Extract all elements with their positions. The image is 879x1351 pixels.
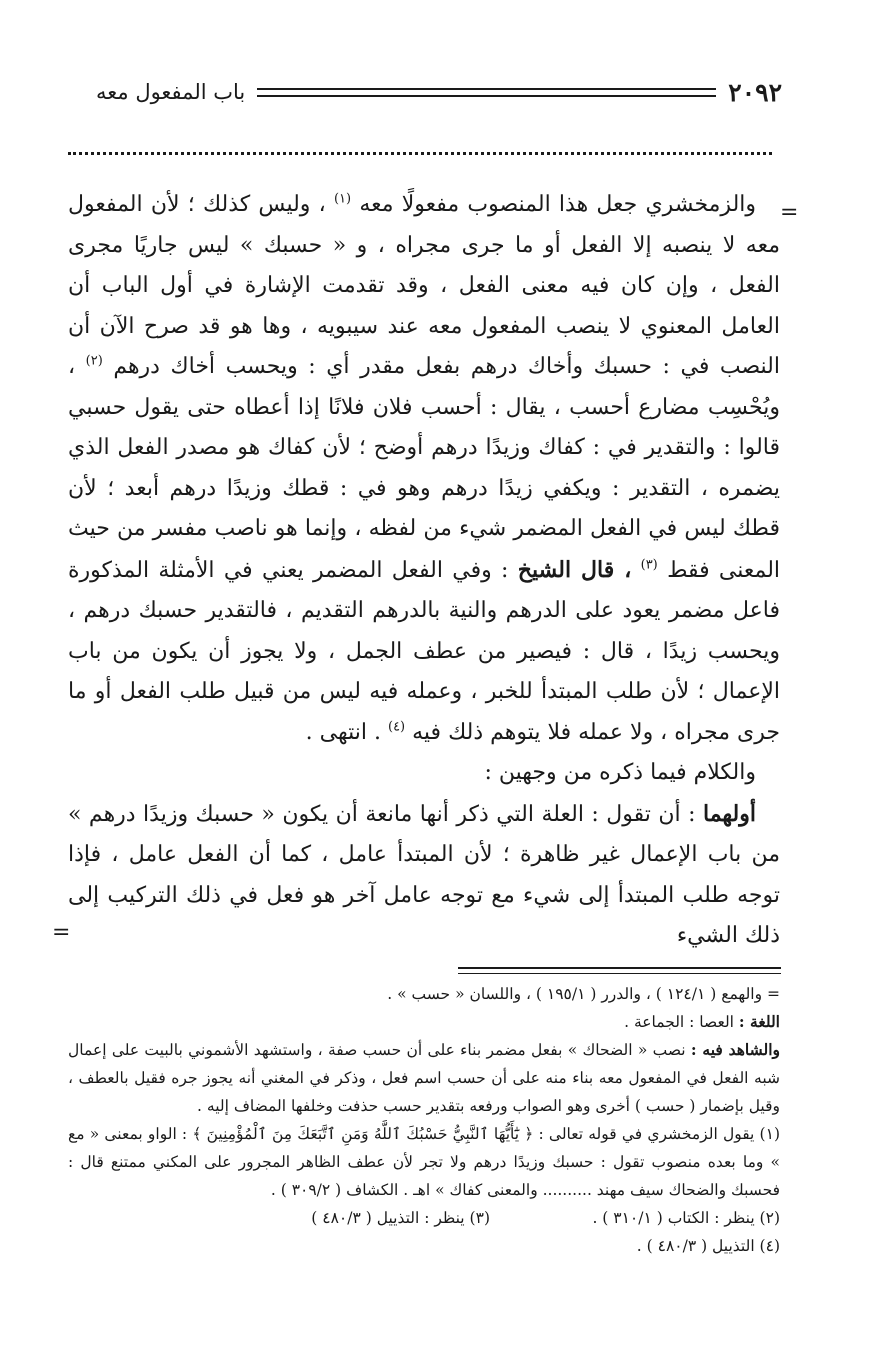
main-text [68,185,780,957]
footnote-3: (٣) ينظر : التذييل ( ٤٨٠/٣ ) [311,1209,490,1227]
footnotes [68,980,780,1260]
footnote-2: (٢) ينظر : الكتاب ( ٣١٠/١ ) . [592,1209,780,1227]
footnote-ref-2: (٢) [85,353,103,369]
footnote-ref-1: (١) [333,191,352,207]
paragraph-2: والكلام فيما ذكره من وجهين : [484,760,756,785]
paragraph-3: أولهما : أن تقول : العلة التي ذكر أنها مانعة أن يكون « حسبك وزيدًا درهم » من باب الإعمال غير ظاهرة ؛ لأن المبتدأ عامل ، كما أن الفعل عامل ، فإذا توجه طلب المبتدأ إلى شيء مع توجه عامل آخر هو فعل في ذلك التركيب إلى ذلك الشيء [68,800,780,948]
footnote-ref-4: (٤) [387,719,406,735]
paragraph-1: والزمخشري جعل هذا المنصوب مفعولًا معه $^{(١)}$ ، وليس كذلك ؛ لأن المفعول معه لا ينصبه إلا الفعل أو ما جرى مجراه ، و « حسبك » ليس جاريًا مجرى الفعل ، وإن كان فيه معنى الفعل ، وقد تقدمت الإشارة في أول الباب أن العامل المعنوي لا ينصب المفعول معه عند سيبويه ، وها هو قد صرح الآن أن النصب في : حسبك وأخاك درهم بفعل مقدر أي : ويحسب أخاك درهم $^{(٢)}$ ، ويُحْسِب مضارع أحسب ، يقال : أحسب فلان فلانًا إذا أعطاه حتى يقول حسبي قالوا : والتقدير في : كفاك وزيدًا درهم أوضح ؛ لأن كفاك هو مصدر الفعل الذي يضمره ، التقدير : ويكفي زيدًا درهم وهو في : قطك وزيدًا درهم أبعد ؛ لأن قطك ليس في الفعل المضمر شيء من لفظه ، وإنما هو ناصب مفسر من حيث المعنى فقط $^{(٣)}$ ، قال الشيخ : وفي الفعل المضمر يعني في الأمثلة المذكورة فاعل مضمر يعود على الدرهم والنية بالدرهم التقديم ، فالتقدير حسبك درهم ، ويحسب زيدًا ، قال : فيصير من عطف الجمل ، ولا يجوز أن يكون من باب الإعمال ؛ لأن طلب المبتدأ للخبر ، وعمله فيه ليس من قبيل طلب الفعل أو ما جرى مجراه ، ولا عمله فلا يتوهم ذلك فيه $^{(٤)}$ . انتهى . [68,191,781,745]
footnote-separator [458,967,781,974]
footnote-lugha: اللغة : العصا : الجماعة . [624,1012,780,1031]
awwaluhuma-label: أولهما [702,800,756,827]
continuation-mark-start: = [780,200,799,225]
footnote-1: (١) يقول الزمخشري في قوله تعالى : ﴿ يَٰٓأَيُّهَا ٱلنَّبِيُّ حَسْبُكَ ٱللَّهُ وَمَنِ ٱتَّبَعَكَ مِنَ ٱلْمُؤْمِنِينَ ﴾ : الواو بمعنى « مع » وما بعده منصوب تقول : حسبك وزيدًا درهم ولا تجر لأن عطف الظاهر المجرور على المكني ممتنع قال : فحسبك والضحاك سيف مهند .......... والمعنى كفاك » اهـ . الكشاف ( ٣٠٩/٢ ) . [68,1125,780,1199]
footnote-row-2-3 [68,1204,780,1232]
continuation-mark-end: = [52,920,71,945]
dotted-divider [68,152,772,155]
footnote-shahid: والشاهد فيه : نصب « الضحاك » بفعل مضمر بناء على أن حسب صفة ، واستشهد الأشموني بالبيت على إعمال شبه الفعل في المفعول معه بناء منه على أن حسب اسم فعل ، وذكر في المغني أنه يجوز جره فقيل بالعطف ، وقيل بإضمار ( حسب ) أخرى وهو الصواب ورفعه بتقدير حسب حذفت وخلفها المضاف إليه . [68,1040,780,1115]
footnote-4: (٤) التذييل ( ٤٨٠/٣ ) . [636,1237,780,1255]
footnote-continued: = والهمع ( ١٢٤/١ ) ، والدرر ( ١٩٥/١ ) ، واللسان « حسب » . [387,985,780,1003]
page-number: ٢٠٩٢ [728,77,782,107]
header-rule [257,88,716,97]
chapter-title: باب المفعول معه [96,80,246,104]
page-header [96,72,782,112]
qala-alshaykh: ، قال الشيخ [517,556,632,583]
footnote-ref-3: (٣) [640,557,658,573]
